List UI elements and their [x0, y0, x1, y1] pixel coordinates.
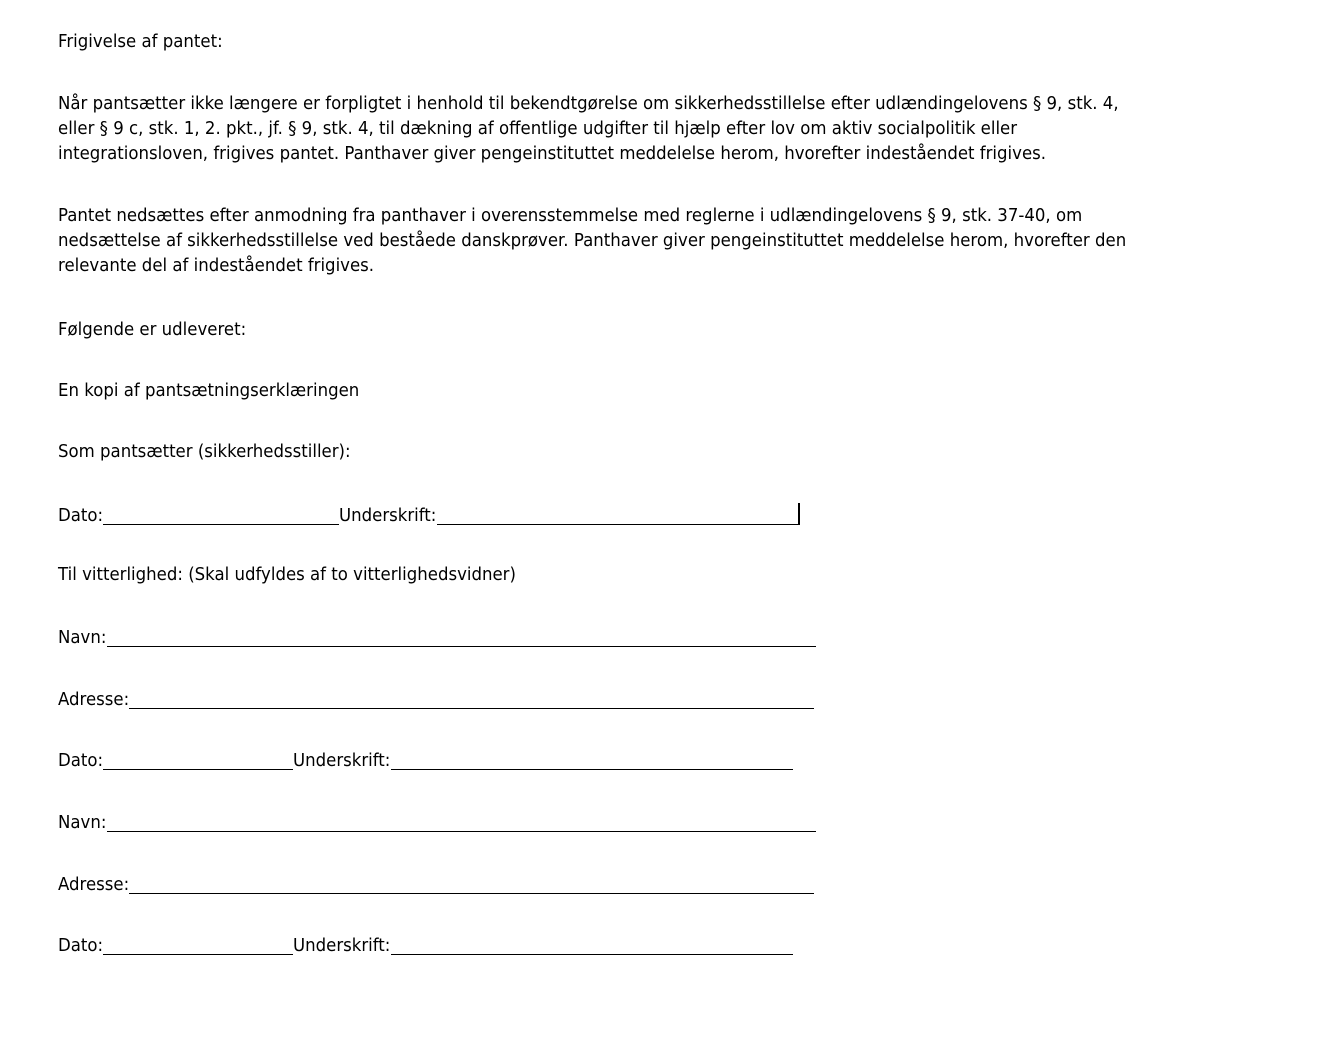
- witness-2-signature-field[interactable]: [391, 934, 793, 955]
- delivered-heading: Følgende er udleveret:: [58, 319, 247, 340]
- delivered-item: En kopi af pantsætningserklæringen: [58, 380, 360, 401]
- witness-1-signature-field[interactable]: [391, 749, 793, 770]
- witness-1-name-row: [58, 621, 816, 649]
- witness-1-signature-row: [58, 744, 793, 772]
- witness-2-name-field[interactable]: [107, 811, 816, 832]
- witness-heading: Til vitterlighed: (Skal udfyldes af to vitterlighedsvidner): [58, 564, 516, 585]
- section-heading-release: Frigivelse af pantet:: [58, 31, 223, 52]
- pledgor-signature-label: Underskrift:: [339, 505, 437, 526]
- witness-2-date-label: Dato:: [58, 935, 104, 956]
- paragraph-line: Pantet nedsættes efter anmodning fra panthaver i overensstemmelse med reglerne i udlændingelovens § 9, stk. 37-40, om: [58, 205, 1083, 226]
- witness-2-name-label: Navn:: [58, 812, 107, 833]
- witness-1-address-label: Adresse:: [58, 689, 130, 710]
- pledgor-date-label: Dato:: [58, 505, 104, 526]
- witness-2-date-field[interactable]: [103, 934, 293, 955]
- paragraph-reduction-conditions: [58, 203, 1219, 278]
- pledgor-signature-row: [58, 499, 800, 527]
- pledgor-heading: Som pantsætter (sikkerhedsstiller):: [58, 441, 351, 462]
- witness-1-address-row: [58, 683, 814, 711]
- witness-1-name-field[interactable]: [107, 626, 816, 647]
- witness-1-signature-label: Underskrift:: [293, 750, 391, 771]
- witness-2-address-row: [58, 868, 814, 896]
- witness-1-address-field[interactable]: [129, 688, 814, 709]
- paragraph-line: eller § 9 c, stk. 1, 2. pkt., jf. § 9, stk. 4, til dækning af offentlige udgifter til hjælp efter lov om aktiv socialpolitik eller: [58, 118, 1018, 139]
- document-page: [58, 0, 1283, 1064]
- text-cursor: [798, 503, 800, 525]
- witness-2-address-field[interactable]: [129, 873, 814, 894]
- paragraph-line: Når pantsætter ikke længere er forpligtet i henhold til bekendtgørelse om sikkerhedsstillelse efter udlændingelovens § 9, stk. 4,: [58, 93, 1119, 114]
- paragraph-line: nedsættelse af sikkerhedsstillelse ved beståede danskprøver. Panthaver giver pengeinstituttet meddelelse herom, hvorefter den: [58, 230, 1127, 251]
- witness-1-name-label: Navn:: [58, 627, 107, 648]
- witness-1-date-label: Dato:: [58, 750, 104, 771]
- paragraph-line: integrationsloven, frigives pantet. Panthaver giver pengeinstituttet meddelelse herom, hvorefter indeståendet frigives.: [58, 143, 1047, 164]
- witness-2-name-row: [58, 806, 816, 834]
- paragraph-line: relevante del af indeståendet frigives.: [58, 255, 375, 276]
- pledgor-signature-field[interactable]: [437, 504, 798, 525]
- witness-2-address-label: Adresse:: [58, 874, 130, 895]
- pledgor-date-field[interactable]: [103, 504, 339, 525]
- witness-2-signature-row: [58, 929, 793, 957]
- witness-2-signature-label: Underskrift:: [293, 935, 391, 956]
- paragraph-release-conditions: [58, 91, 1211, 166]
- witness-1-date-field[interactable]: [103, 749, 293, 770]
